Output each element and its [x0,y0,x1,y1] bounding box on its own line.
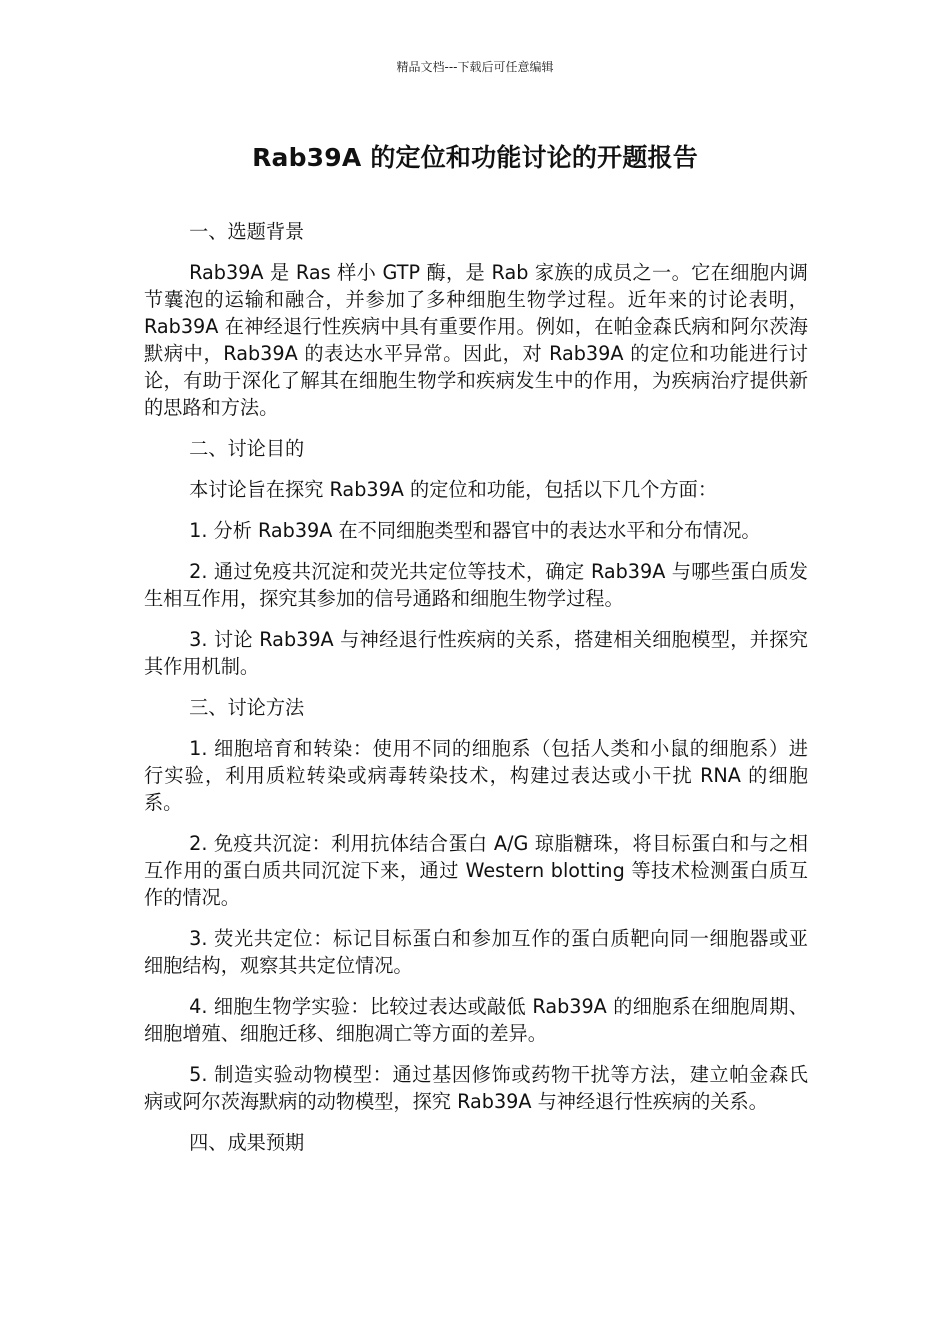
section-heading-purpose: 二、讨论目的 [189,437,305,460]
method-item-3: 3. 荧光共定位：标记目标蛋白和参加互作的蛋白质靶向同一细胞器或亚细胞结构，观察其共定位情况。 [144,927,808,977]
purpose-item-1: 1. 分析 Rab39A 在不同细胞类型和器官中的表达水平和分布情况。 [189,519,761,542]
section-heading-background: 一、选题背景 [189,220,305,243]
method-item-1: 1. 细胞培育和转染：使用不同的细胞系（包括人类和小鼠的细胞系）进行实验，利用质粒转染或病毒转染技术，构建过表达或小干扰 RNA 的细胞系。 [144,737,808,814]
purpose-item-3: 3. 讨论 Rab39A 与神经退行性疾病的关系，搭建相关细胞模型，并探究其作用机制。 [144,628,808,678]
section-heading-methods: 三、讨论方法 [189,696,305,719]
section-heading-expected-results: 四、成果预期 [189,1131,305,1154]
document-title: Rab39A 的定位和功能讨论的开题报告 [252,143,698,172]
method-item-4: 4. 细胞生物学实验：比较过表达或敲低 Rab39A 的细胞系在细胞周期、细胞增殖、细胞迁移、细胞凋亡等方面的差异。 [144,995,808,1045]
paragraph-background: Rab39A 是 Ras 样小 GTP 酶，是 Rab 家族的成员之一。它在细胞内调节囊泡的运输和融合，并参加了多种细胞生物学过程。近年来的讨论表明，Rab39A 在神经退行性疾病中具有重要作用。例如，在帕金森氏病和阿尔茨海默病中，Rab39A 的表达水平异常。因此，对 Rab39A 的定位和功能进行讨论，有助于深化了解其在细胞生物学和疾病发生中的作用，为疾病治疗提供新的思路和方法。 [144,261,808,419]
paragraph-purpose-intro: 本讨论旨在探究 Rab39A 的定位和功能，包括以下几个方面： [189,478,718,501]
method-item-5: 5. 制造实验动物模型：通过基因修饰或药物干扰等方法，建立帕金森氏病或阿尔茨海默病的动物模型，探究 Rab39A 与神经退行性疾病的关系。 [144,1063,808,1113]
purpose-item-2: 2. 通过免疫共沉淀和荧光共定位等技术，确定 Rab39A 与哪些蛋白质发生相互作用，探究其参加的信号通路和细胞生物学过程。 [144,560,808,610]
header-note: 精品文档---下载后可任意编辑 [396,60,554,74]
method-item-2: 2. 免疫共沉淀：利用抗体结合蛋白 A/G 琼脂糖珠，将目标蛋白和与之相互作用的蛋白质共同沉淀下来，通过 Western blotting 等技术检测蛋白质互作的情况。 [144,832,808,909]
document-body [144,218,808,1170]
